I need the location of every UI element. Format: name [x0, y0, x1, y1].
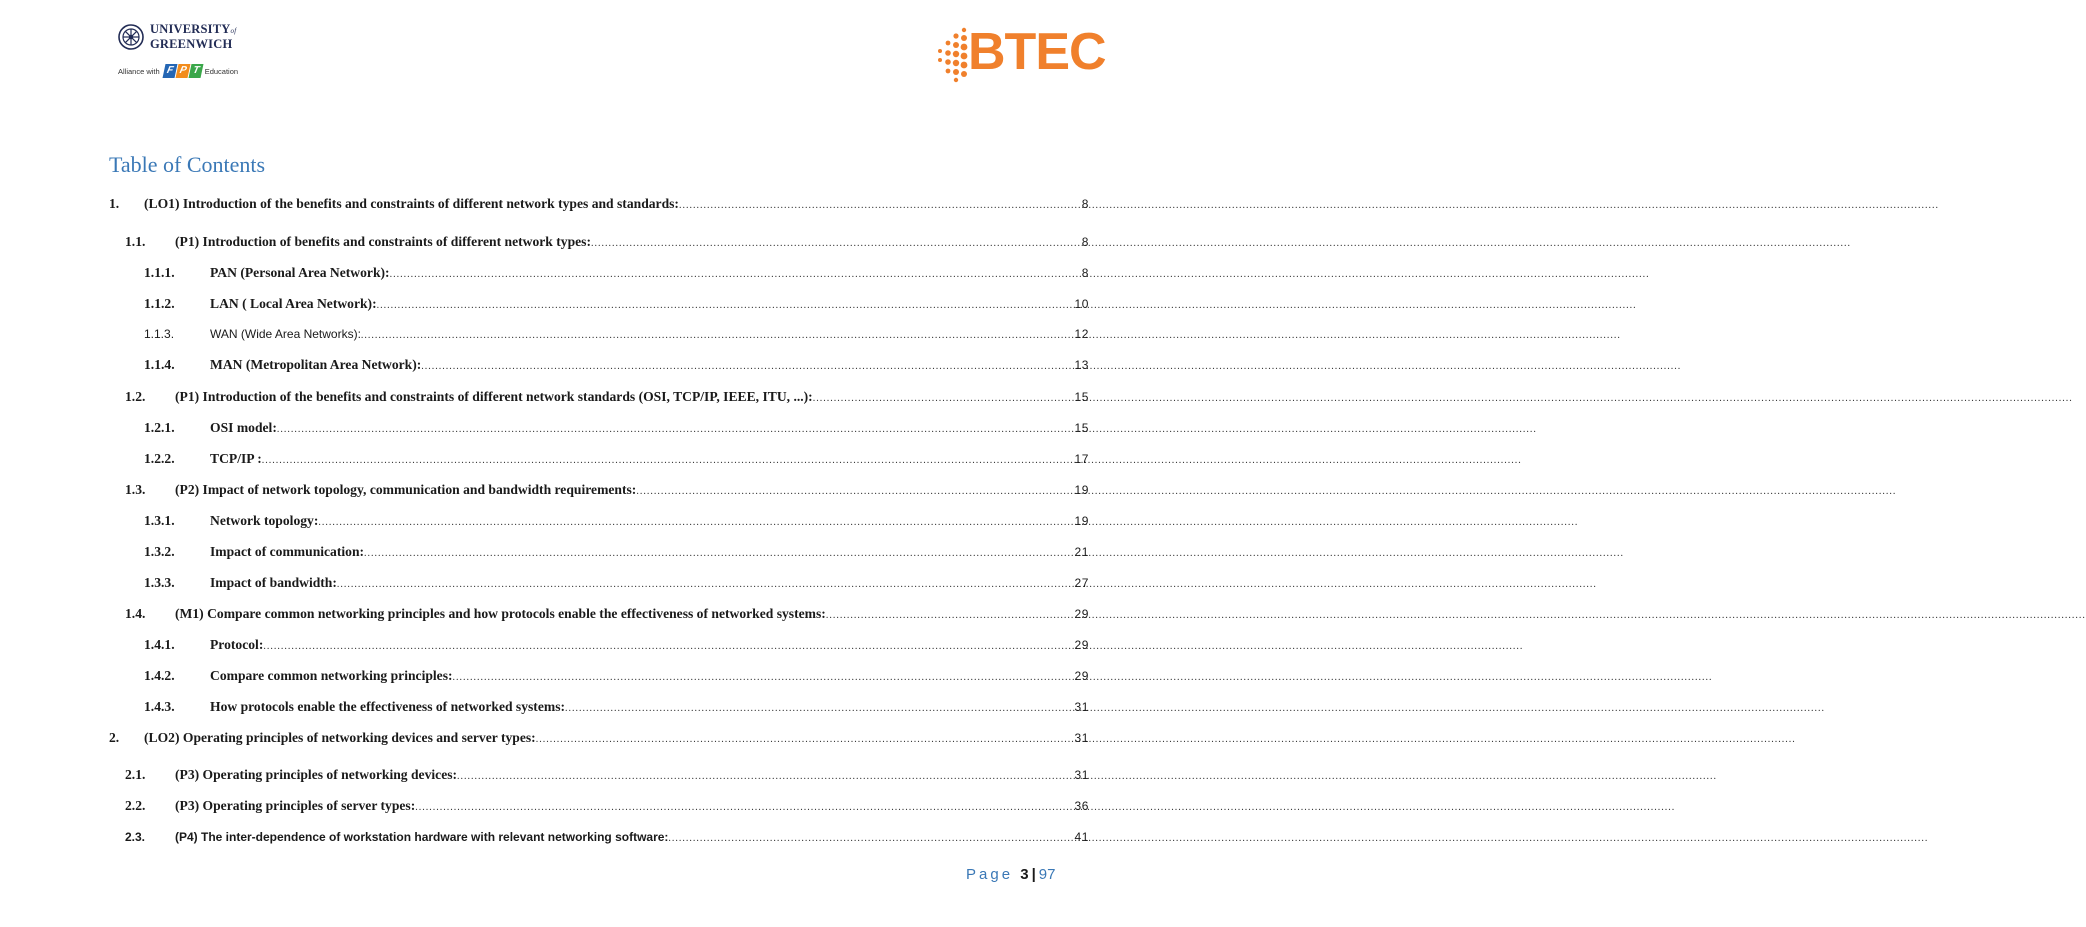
toc-entry-page: 36 — [1074, 799, 1089, 813]
toc-entry-title: (M1) Compare common networking principles and how protocols enable the effectiveness of networked systems: — [175, 606, 826, 621]
toc-entry-title: Compare common networking principles: — [210, 668, 453, 683]
toc-entry-number: 1.3.1. — [144, 513, 175, 528]
fpt-letter-f: F — [162, 64, 177, 78]
toc-entry-page: 31 — [1074, 731, 1089, 745]
alliance-prefix: Alliance with — [118, 66, 160, 76]
toc-entry-title: WAN (Wide Area Networks): — [210, 327, 361, 341]
toc-entry-title: Impact of communication: — [210, 544, 365, 559]
toc-entry-title: (P3) Operating principles of networking devices: — [175, 767, 458, 782]
toc-leader-dots — [457, 767, 1072, 783]
toc-entry[interactable] — [144, 699, 1089, 719]
toc-leader-dots — [415, 798, 1072, 814]
toc-entry-number: 2.1. — [125, 767, 146, 782]
toc-entry-page: 12 — [1074, 327, 1089, 341]
university-of: of — [230, 27, 237, 35]
page-word: Page — [966, 866, 1014, 883]
university-line2: GREENWICH — [150, 37, 233, 51]
fpt-letter-p: P — [175, 64, 190, 78]
toc-entry-page: 31 — [1074, 700, 1089, 714]
toc-entry[interactable] — [144, 513, 1089, 533]
page-separator: | — [1031, 866, 1036, 883]
toc-leader-dots — [277, 420, 1073, 436]
toc-entry-page: 10 — [1074, 297, 1089, 311]
toc-entry[interactable] — [144, 296, 1089, 316]
toc-entry-number: 1.4.1. — [144, 637, 175, 652]
toc-entry-page: 41 — [1074, 830, 1089, 844]
toc-leader-dots — [377, 296, 1073, 312]
toc-entry-number: 1.1.4. — [144, 357, 175, 372]
toc-entry-title: LAN ( Local Area Network): — [210, 296, 377, 311]
toc-entry-page: 8 — [1081, 266, 1089, 280]
toc-entry[interactable] — [144, 357, 1089, 377]
toc-entry-title: (P1) Introduction of the benefits and constraints of different network standards (OSI, TCP/IP, IEEE, ITU, ...): — [175, 389, 813, 404]
toc-entry-number: 2.2. — [125, 798, 146, 813]
btec-wordmark: BTEC — [968, 23, 1106, 81]
toc-entry-page: 29 — [1074, 669, 1089, 683]
toc-entry-page: 15 — [1074, 421, 1089, 435]
toc-entry[interactable] — [144, 451, 1089, 471]
toc-entry-page: 31 — [1074, 768, 1089, 782]
toc-entry-title: Network topology: — [210, 513, 319, 528]
toc-entry-page: 19 — [1074, 483, 1089, 497]
total-pages: 97 — [1038, 866, 1056, 883]
toc-entry-number: 1.4.3. — [144, 699, 175, 714]
toc-leader-dots — [337, 575, 1073, 591]
toc-leader-dots — [421, 357, 1072, 373]
toc-entry-page: 29 — [1074, 638, 1089, 652]
toc-entry-number: 1.3.2. — [144, 544, 175, 559]
toc-entry-page: 13 — [1074, 358, 1089, 372]
toc-entry[interactable] — [125, 798, 1089, 818]
toc-entry-number: 1.3. — [125, 482, 146, 497]
toc-entry-number: 1.2.1. — [144, 420, 175, 435]
fpt-letter-t: T — [188, 64, 203, 78]
page-number: 3 — [1020, 866, 1029, 883]
toc-entry-number: 1.1.1. — [144, 265, 175, 280]
toc-leader-dots — [668, 829, 1072, 845]
toc-heading: Table of Contents — [109, 152, 266, 177]
toc-entry-page: 21 — [1074, 545, 1089, 559]
toc-entry-number: 1.3.3. — [144, 575, 175, 590]
toc-entry-number: 2.3. — [125, 830, 146, 844]
toc-leader-dots — [813, 389, 1073, 405]
toc-entry[interactable] — [109, 196, 1089, 216]
alliance-suffix: Education — [204, 66, 239, 76]
toc-leader-dots — [565, 699, 1072, 715]
toc-entry[interactable] — [125, 389, 1089, 409]
toc-entry-title: (P3) Operating principles of server types: — [175, 798, 416, 813]
toc-leader-dots — [263, 637, 1072, 653]
toc-entry[interactable] — [109, 730, 1089, 750]
toc-leader-dots — [262, 451, 1073, 467]
toc-leader-dots — [361, 326, 1073, 342]
toc-entry-title: TCP/IP : — [210, 451, 262, 466]
toc-entry[interactable] — [125, 234, 1089, 254]
toc-leader-dots — [364, 544, 1072, 560]
toc-entry-number: 1. — [109, 196, 120, 211]
toc-entry[interactable] — [144, 265, 1089, 285]
toc-entry-page: 29 — [1074, 607, 1089, 621]
toc-entry-number: 2. — [109, 730, 120, 745]
toc-entry[interactable] — [144, 575, 1089, 595]
toc-entry-number: 1.1.3. — [144, 327, 175, 341]
toc-leader-dots — [536, 730, 1073, 746]
toc-entry[interactable] — [144, 668, 1089, 688]
toc-leader-dots — [636, 482, 1072, 498]
toc-leader-dots — [679, 196, 1080, 212]
toc-entry[interactable] — [144, 637, 1089, 657]
toc-entry-page: 17 — [1074, 452, 1089, 466]
toc-entry-number: 1.1. — [125, 234, 146, 249]
toc-entry[interactable] — [125, 606, 1089, 626]
toc-entry[interactable] — [125, 767, 1089, 787]
toc-entry-number: 1.4.2. — [144, 668, 175, 683]
toc-entry[interactable] — [125, 829, 1089, 849]
toc-entry-page: 27 — [1074, 576, 1089, 590]
toc-entry-title: (P4) The inter-dependence of workstation hardware with relevant networking software: — [175, 830, 669, 844]
toc-entry-title: Impact of bandwidth: — [210, 575, 337, 590]
toc-entry-number: 1.2. — [125, 389, 146, 404]
toc-entry-title: MAN (Metropolitan Area Network): — [210, 357, 422, 372]
toc-entry-page: 19 — [1074, 514, 1089, 528]
toc-entry-number: 1.4. — [125, 606, 146, 621]
toc-entry-page: 8 — [1081, 235, 1089, 249]
toc-entry-title: (LO1) Introduction of the benefits and constraints of different network types and standards: — [144, 196, 679, 211]
toc-leader-dots — [826, 606, 1073, 622]
toc-entry[interactable] — [125, 482, 1089, 502]
toc-entry-number: 1.2.2. — [144, 451, 175, 466]
toc-entry-title: OSI model: — [210, 420, 277, 435]
toc-entry[interactable] — [144, 420, 1089, 440]
toc-leader-dots — [453, 668, 1073, 684]
toc-entry-title: How protocols enable the effectiveness of networked systems: — [210, 699, 566, 714]
university-line1: UNIVERSITY — [150, 22, 231, 36]
toc-entry-title: (P2) Impact of network topology, communication and bandwidth requirements: — [175, 482, 637, 497]
page-footer — [966, 866, 1055, 883]
toc-entry-page: 15 — [1074, 390, 1089, 404]
toc-entry-title: (P1) Introduction of benefits and constraints of different network types: — [175, 234, 591, 249]
toc-leader-dots — [591, 234, 1080, 250]
toc-leader-dots — [318, 513, 1072, 529]
toc-entry[interactable] — [144, 326, 1089, 346]
toc-entry-page: 8 — [1081, 197, 1089, 211]
toc-entry-number: 1.1.2. — [144, 296, 175, 311]
toc-leader-dots — [390, 265, 1080, 281]
toc-entry[interactable] — [144, 544, 1089, 564]
toc-entry-title: Protocol: — [210, 637, 264, 652]
toc-entry-title: PAN (Personal Area Network): — [210, 265, 390, 280]
toc-entry-title: (LO2) Operating principles of networking devices and server types: — [144, 730, 536, 745]
